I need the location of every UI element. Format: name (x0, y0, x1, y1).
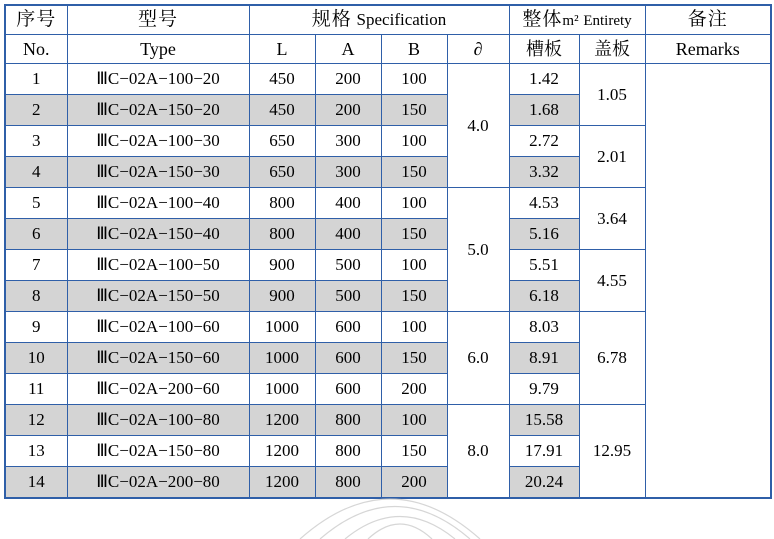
cell-type: ⅢC−02A−200−80 (67, 467, 249, 499)
cell-no: 2 (5, 95, 67, 126)
cell-b: 100 (381, 250, 447, 281)
cell-a: 600 (315, 374, 381, 405)
cell-cover: 2.01 (579, 126, 645, 188)
cell-groove: 3.32 (509, 157, 579, 188)
cell-no: 5 (5, 188, 67, 219)
cell-b: 200 (381, 374, 447, 405)
header-remarks-en: Remarks (645, 35, 771, 64)
cell-l: 650 (249, 157, 315, 188)
table-header-row-1 (5, 5, 771, 35)
cell-b: 100 (381, 188, 447, 219)
cell-cover: 4.55 (579, 250, 645, 312)
header-spec-a: A (315, 35, 381, 64)
cell-a: 600 (315, 343, 381, 374)
cell-groove: 2.72 (509, 126, 579, 157)
cell-l: 1200 (249, 436, 315, 467)
header-remarks-cn: 备注 (645, 5, 771, 35)
cell-thickness: 6.0 (447, 312, 509, 405)
cell-b: 150 (381, 343, 447, 374)
cell-no: 13 (5, 436, 67, 467)
cell-l: 900 (249, 281, 315, 312)
cell-groove: 15.58 (509, 405, 579, 436)
cell-groove: 17.91 (509, 436, 579, 467)
cell-no: 4 (5, 157, 67, 188)
cell-a: 800 (315, 467, 381, 499)
cell-groove: 8.03 (509, 312, 579, 343)
cell-a: 400 (315, 188, 381, 219)
cell-b: 100 (381, 64, 447, 95)
cell-remarks (645, 64, 771, 499)
header-entirety: 整体m² Entirety (509, 5, 645, 35)
cell-no: 7 (5, 250, 67, 281)
cell-l: 1000 (249, 312, 315, 343)
cell-groove: 5.16 (509, 219, 579, 250)
cell-groove: 6.18 (509, 281, 579, 312)
cell-b: 150 (381, 436, 447, 467)
cell-no: 6 (5, 219, 67, 250)
cell-l: 450 (249, 95, 315, 126)
cell-b: 150 (381, 219, 447, 250)
cell-l: 800 (249, 188, 315, 219)
cell-groove: 8.91 (509, 343, 579, 374)
header-type-en: Type (67, 35, 249, 64)
cell-no: 10 (5, 343, 67, 374)
cell-l: 1200 (249, 405, 315, 436)
table-sheet (0, 4, 774, 539)
cell-type: ⅢC−02A−150−80 (67, 436, 249, 467)
cell-type: ⅢC−02A−150−50 (67, 281, 249, 312)
cell-groove: 1.42 (509, 64, 579, 95)
cell-a: 500 (315, 250, 381, 281)
cell-type: ⅢC−02A−150−30 (67, 157, 249, 188)
cell-b: 100 (381, 126, 447, 157)
cell-l: 900 (249, 250, 315, 281)
header-type-cn: 型号 (67, 5, 249, 35)
cell-l: 1200 (249, 467, 315, 499)
cell-type: ⅢC−02A−100−60 (67, 312, 249, 343)
cell-groove: 9.79 (509, 374, 579, 405)
cell-b: 100 (381, 405, 447, 436)
cell-cover: 6.78 (579, 312, 645, 405)
cell-no: 1 (5, 64, 67, 95)
cell-b: 150 (381, 281, 447, 312)
cell-no: 12 (5, 405, 67, 436)
cell-no: 14 (5, 467, 67, 499)
cell-thickness: 5.0 (447, 188, 509, 312)
table-header-row-2 (5, 35, 771, 64)
cell-a: 600 (315, 312, 381, 343)
cell-cover: 12.95 (579, 405, 645, 499)
cell-a: 800 (315, 436, 381, 467)
cell-type: ⅢC−02A−200−60 (67, 374, 249, 405)
cell-thickness: 8.0 (447, 405, 509, 499)
cell-b: 100 (381, 312, 447, 343)
cell-a: 400 (315, 219, 381, 250)
header-specification: 规格 Specification (249, 5, 509, 35)
cell-no: 3 (5, 126, 67, 157)
cell-b: 150 (381, 157, 447, 188)
cell-a: 800 (315, 405, 381, 436)
header-entirety-cover: 盖板 (579, 35, 645, 64)
cell-type: ⅢC−02A−150−20 (67, 95, 249, 126)
cell-type: ⅢC−02A−100−40 (67, 188, 249, 219)
header-spec-b: B (381, 35, 447, 64)
cell-a: 200 (315, 64, 381, 95)
cell-type: ⅢC−02A−100−50 (67, 250, 249, 281)
table-row (5, 64, 771, 95)
cell-type: ⅢC−02A−100−20 (67, 64, 249, 95)
cell-groove: 4.53 (509, 188, 579, 219)
header-no-cn: 序号 (5, 5, 67, 35)
header-spec-l: L (249, 35, 315, 64)
cell-b: 150 (381, 95, 447, 126)
cell-l: 1000 (249, 374, 315, 405)
cell-type: ⅢC−02A−100−30 (67, 126, 249, 157)
cell-groove: 1.68 (509, 95, 579, 126)
specification-table (4, 4, 772, 499)
cell-no: 9 (5, 312, 67, 343)
cell-a: 300 (315, 157, 381, 188)
cell-thickness: 4.0 (447, 64, 509, 188)
header-no-en: No. (5, 35, 67, 64)
cell-a: 500 (315, 281, 381, 312)
cell-groove: 20.24 (509, 467, 579, 499)
cell-a: 200 (315, 95, 381, 126)
cell-b: 200 (381, 467, 447, 499)
header-spec-thickness: ∂ (447, 35, 509, 64)
cell-type: ⅢC−02A−150−60 (67, 343, 249, 374)
header-entirety-groove: 槽板 (509, 35, 579, 64)
cell-l: 650 (249, 126, 315, 157)
cell-cover: 1.05 (579, 64, 645, 126)
cell-no: 11 (5, 374, 67, 405)
cell-groove: 5.51 (509, 250, 579, 281)
cell-no: 8 (5, 281, 67, 312)
cell-l: 800 (249, 219, 315, 250)
cell-l: 1000 (249, 343, 315, 374)
cell-type: ⅢC−02A−150−40 (67, 219, 249, 250)
cell-cover: 3.64 (579, 188, 645, 250)
cell-type: ⅢC−02A−100−80 (67, 405, 249, 436)
cell-a: 300 (315, 126, 381, 157)
cell-l: 450 (249, 64, 315, 95)
